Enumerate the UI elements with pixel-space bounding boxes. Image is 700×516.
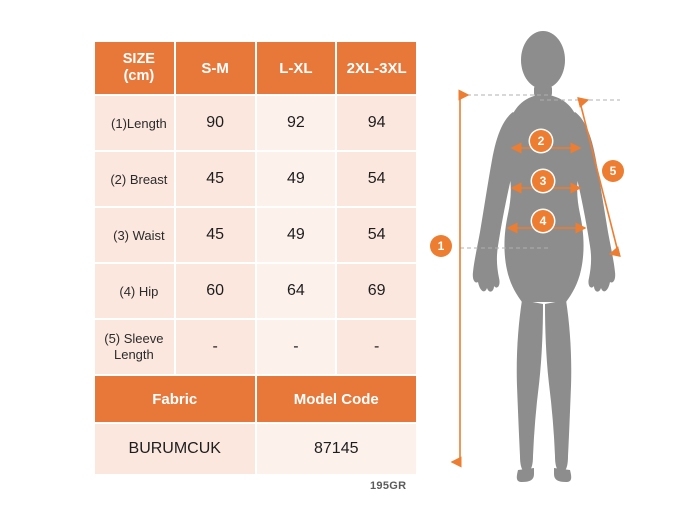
size-chart-table (93, 40, 418, 476)
footer-value-fabric: BURUMCUK (94, 423, 256, 475)
table-row (94, 95, 417, 151)
row-label-waist: (3) Waist (94, 207, 175, 263)
header-s-m: S-M (175, 41, 256, 95)
gram-code-label: 195GR (370, 480, 407, 492)
cell-sleeve-2xl3xl: - (336, 319, 417, 375)
row-label-breast: (2) Breast (94, 151, 175, 207)
cell-length-2xl3xl: 94 (336, 95, 417, 151)
header-2xl-3xl: 2XL-3XL (336, 41, 417, 95)
table-footer-header-row (94, 375, 417, 423)
header-size-cm (94, 41, 175, 95)
table-row (94, 151, 417, 207)
badge-1-length: 1 (430, 235, 452, 257)
cell-length-lxl: 92 (256, 95, 337, 151)
badge-3-waist: 3 (532, 170, 554, 192)
badge-2-breast: 2 (530, 130, 552, 152)
cell-hip-sm: 60 (175, 263, 256, 319)
footer-header-model-code: Model Code (256, 375, 418, 423)
table-row (94, 263, 417, 319)
row-label-sleeve-length (94, 319, 175, 375)
badge-5-sleeve: 5 (602, 160, 624, 182)
cell-breast-lxl: 49 (256, 151, 337, 207)
table-header-row (94, 41, 417, 95)
badge-4-hip: 4 (532, 210, 554, 232)
cell-breast-2xl3xl: 54 (336, 151, 417, 207)
cell-breast-sm: 45 (175, 151, 256, 207)
header-l-xl: L-XL (256, 41, 337, 95)
cell-hip-lxl: 64 (256, 263, 337, 319)
header-size-line2: (cm) (123, 68, 155, 84)
footer-value-model-code: 87145 (256, 423, 418, 475)
header-size-line1: SIZE (122, 51, 155, 68)
row-label-sleeve-line2: Length (113, 347, 154, 362)
cell-sleeve-lxl: - (256, 319, 337, 375)
cell-hip-2xl3xl: 69 (336, 263, 417, 319)
footer-header-fabric: Fabric (94, 375, 256, 423)
female-body-silhouette-diagram (430, 20, 690, 500)
cell-waist-2xl3xl: 54 (336, 207, 417, 263)
table-row (94, 207, 417, 263)
table-row (94, 319, 417, 375)
row-label-length: (1)Length (94, 95, 175, 151)
cell-waist-sm: 45 (175, 207, 256, 263)
cell-waist-lxl: 49 (256, 207, 337, 263)
measurement-figure-panel (430, 20, 690, 500)
cell-length-sm: 90 (175, 95, 256, 151)
row-label-hip: (4) Hip (94, 263, 175, 319)
cell-sleeve-sm: - (175, 319, 256, 375)
row-label-sleeve-line1: (5) Sleeve (104, 331, 164, 347)
table-footer-value-row (94, 423, 417, 475)
body-silhouette-shape (473, 31, 615, 482)
